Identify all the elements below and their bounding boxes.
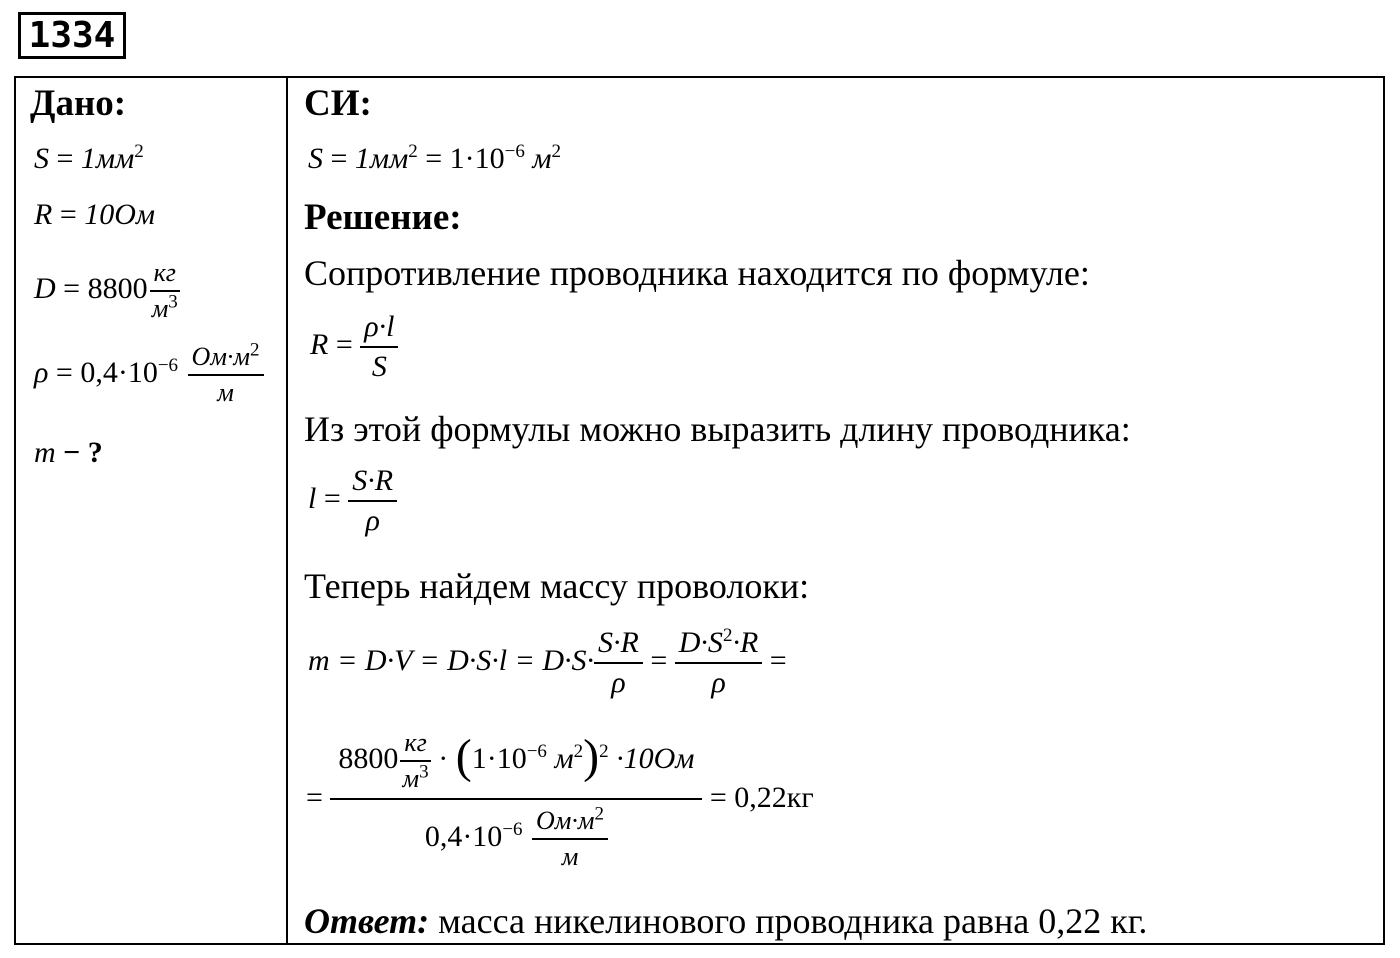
solution-text-2: Из этой формулы можно выразить длину проводника: [304, 409, 1131, 449]
result: = 0,22кг [709, 780, 814, 814]
formula-calculation: = 8800 $\frac{кг}{м^3}$ · ($1\cdot 10^{-6}$ $м^2)^2 \cdot 10Ом$ $0,4\cdot 10^{-6}$ $\frac{Ом\cdot м^2}{м}$ = 0,22кг [306, 728, 814, 871]
given-find: m − ? [34, 436, 103, 469]
formula-mass: m = D·V = D·S·l = D·S· $\frac{S\cdot R}{\rho}$ = $\frac{D\cdot S^2\cdot R}{\rho}$ = [308, 625, 787, 699]
given-density: D = 8800 $\frac{кг}{м^3}$ [34, 258, 180, 324]
solution-text-3: Теперь найдем массу проволоки: [304, 566, 810, 606]
given-heading: Дано: [30, 83, 127, 124]
given-resistance: R = 10Ом [34, 198, 156, 231]
si-heading: СИ: [304, 83, 372, 124]
solution-text-1: Сопротивление проводника находится по формуле: [304, 253, 1090, 293]
answer-line: Ответ: масса никелинового проводника равна 0,22 кг. [304, 901, 1148, 941]
si-conversion: $S = 1мм^2 = 1\cdot 10^{-6}$ $м^2$ [308, 141, 562, 175]
given-resistivity: $\rho = 0,4\cdot 10^{-6}$ $\frac{Ом\cdot м^2}{м}$ [34, 342, 264, 408]
formula-length: l = $\frac{S\cdot R}{\rho}$ [308, 464, 397, 538]
formula-resistance: R = $\frac{\rho\cdot l}{S}$ [310, 310, 398, 384]
column-divider [286, 76, 288, 945]
given-area: $S = 1мм^2$ [34, 141, 144, 175]
solution-heading: Решение: [304, 197, 462, 238]
problem-number: 1334 [18, 12, 126, 59]
